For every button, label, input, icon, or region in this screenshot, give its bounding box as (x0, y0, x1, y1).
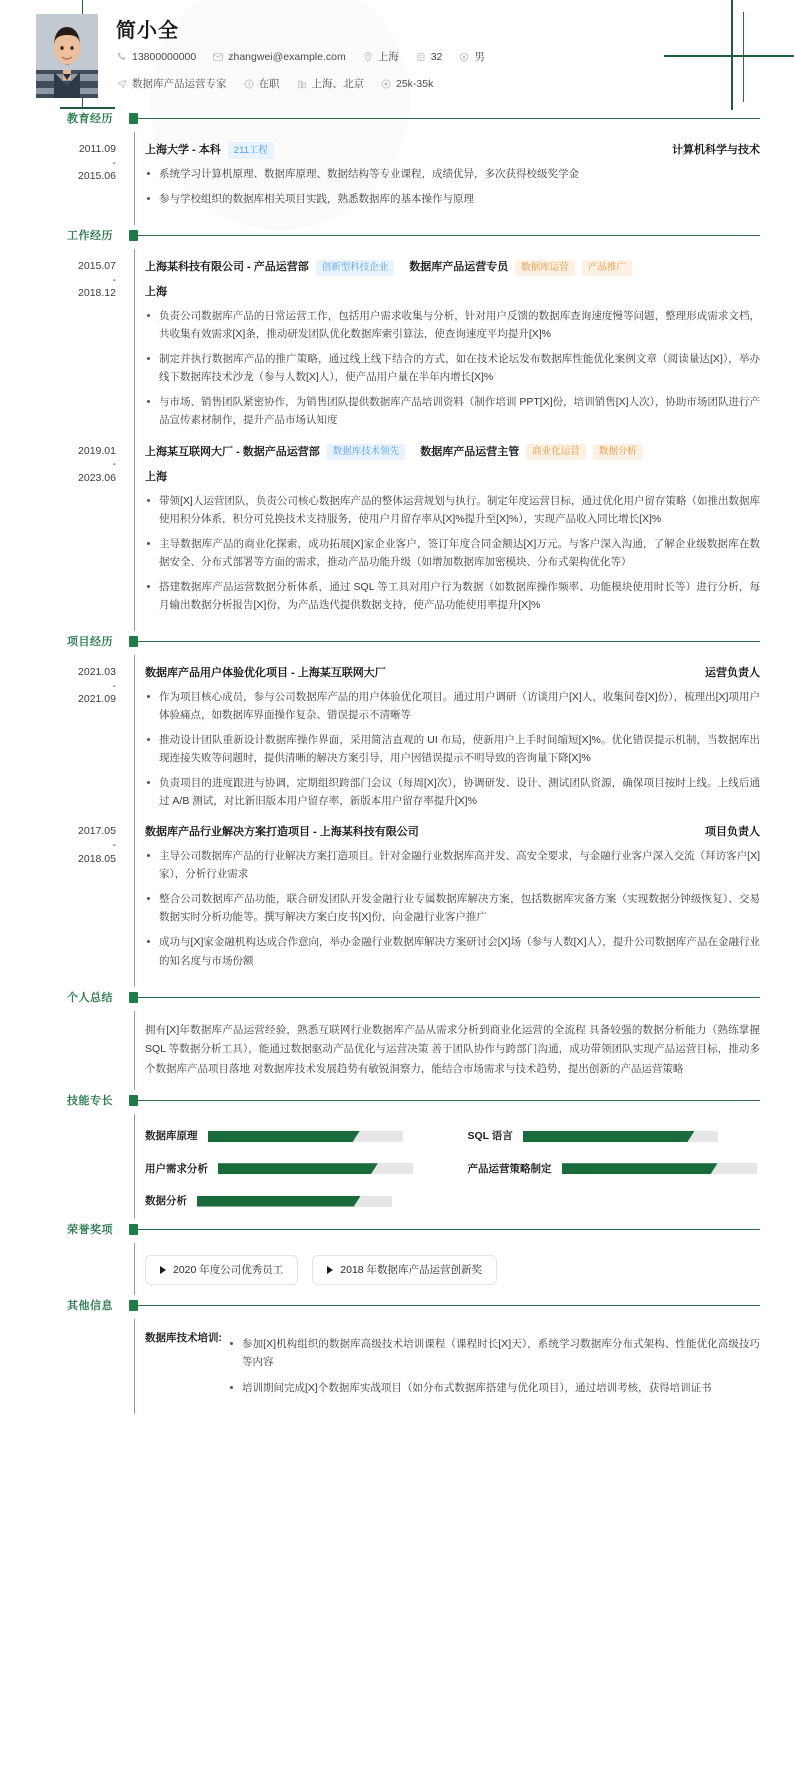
entry-header-left (145, 444, 643, 461)
gender-icon (458, 51, 470, 63)
entry-bullets (145, 307, 760, 429)
salary-expectation (380, 76, 433, 92)
section-marker-work (129, 230, 138, 241)
entry-header-left (145, 142, 274, 159)
section-header-projects (0, 631, 794, 655)
section-summary (0, 987, 794, 1091)
company-name: 上海某互联网大厂 - 数据产品运营部 (145, 445, 320, 458)
date-end: 2018.12 (78, 287, 116, 300)
preferred-cities-value: 上海、北京 (311, 78, 364, 90)
entry-dates (0, 824, 116, 867)
list-item: 培训期间完成[X]个数据库实战项目（如分布式数据库搭建与优化项目），通过培训考核，获得培训证书 (228, 1379, 760, 1397)
list-item: 主导数据库产品的商业化探索，成功拓展[X]家企业客户，签订年度合同金额达[X]万元。与客户深入沟通，了解企业级数据库在数据安全、分布式部署等方面的需求，推动产品功能升级（如增加数据库加密模块、分布式架构优化等） (145, 535, 760, 571)
contact-email (212, 49, 345, 65)
list-item: 推动设计团队重新设计数据库操作界面，采用简洁直观的 UI 布局，使新用户上手时间缩短[X]%。优化错误提示机制，当数据库出现连接失败等问题时，提供清晰的解决方案引导，用户因错误提示不明导致的咨询量下降[X]% (145, 731, 760, 767)
project-role: 运营负责人 (705, 666, 760, 679)
skill-item (145, 1128, 438, 1144)
section-label-summary: 个人总结 (67, 991, 113, 1004)
skills-grid (145, 1124, 760, 1209)
section-marker-skills (129, 1095, 138, 1106)
city-pref-icon (296, 78, 308, 90)
section-marker-summary (129, 992, 138, 1003)
section-awards (0, 1219, 794, 1295)
skill-bar-track (562, 1163, 757, 1174)
section-label-education: 教育经历 (67, 113, 113, 125)
job-role: 数据库产品运营专员 (409, 261, 509, 274)
entry-bullets (145, 688, 760, 810)
major-name: 计算机科学与技术 (672, 144, 760, 156)
list-item: 成功与[X]家金融机构达成合作意向，举办金融行业数据库解决方案研讨会[X]场（参与人数[X]人），提升公司数据库产品在金融行业的知名度与市场份额 (145, 933, 760, 969)
entry-header-left (145, 259, 632, 276)
section-marker-other (129, 1300, 138, 1311)
list-item: 负责项目的进度跟进与协调，定期组织跨部门会议（每周[X]次），协调研发、设计、测试团队资源，确保项目按时上线。上线后通过 A/B 测试，对比新旧版本用户留存率，新版本用户留存率提升[X]% (145, 774, 760, 810)
skill-label: 数据库原理 (145, 1130, 198, 1143)
section-rule-education (138, 118, 760, 119)
skill-bar-fill (208, 1131, 360, 1142)
project-name: 数据库产品行业解决方案打造项目 - 上海某科技有限公司 (145, 826, 419, 839)
role-tag: 商业化运营 (526, 444, 586, 460)
date-dash: - (112, 458, 116, 471)
skill-item (145, 1161, 438, 1177)
list-item: 作为项目核心成员，参与公司数据库产品的用户体验优化项目。通过用户调研（访谈用户[X]人，收集问卷[X]份），梳理出[X]项用户体验痛点，如数据库界面操作复杂、错误提示不清晰等 (145, 688, 760, 724)
section-education (0, 108, 794, 225)
work-city: 上海 (145, 470, 167, 483)
skill-bar-track (523, 1131, 718, 1142)
entry-bullets (145, 847, 760, 969)
timeline-spine (134, 1319, 135, 1413)
contact-phone (116, 49, 196, 65)
list-item: 主导公司数据库产品的行业解决方案打造项目。针对金融行业数据库高并发、高安全要求，与金融行业客户深入交流（拜访客户[X]家），分析行业需求 (145, 847, 760, 883)
role-tag: 数据分析 (593, 444, 643, 460)
entry-dates (0, 665, 116, 708)
entry-header (145, 444, 760, 461)
date-dash: - (112, 156, 116, 169)
skill-bar-track (208, 1131, 403, 1142)
list-item: 搭建数据库产品运营数据分析体系，通过 SQL 等工具对用户行为数据（如数据库操作频率、功能模块使用时长等）进行分析，每月输出数据分析报告[X]份，为产品迭代提供数据支持，使产品功能使用率提升[X]% (145, 578, 760, 614)
list-item: 制定并执行数据库产品的推广策略，通过线上线下结合的方式，如在技术论坛发布数据库性能优化案例文章（阅读量达[X]），举办线下数据库技术沙龙（参与人数[X]人），使产品用户量在半年内增长[X]% (145, 350, 760, 386)
date-dash: - (112, 679, 116, 692)
avatar (36, 14, 98, 98)
project-entry (78, 665, 760, 810)
section-projects (0, 631, 794, 987)
skill-label: SQL 语言 (467, 1130, 513, 1143)
other-group-label: 数据库技术培训: (145, 1332, 222, 1345)
skill-bar-fill (523, 1131, 695, 1142)
skill-label: 产品运营策略制定 (467, 1162, 552, 1175)
job-title-value: 数据库产品运营专家 (132, 78, 227, 90)
summary-text: 拥有[X]年数据库产品运营经验，熟悉互联网行业数据库产品从需求分析到商业化运营的全流程 具备较强的数据分析能力（熟练掌握 SQL 等数据分析工具），能通过数据驱动产品优化与运营决策 善于团队协作与跨部门沟通，成功带领团队实现产品运营目标，推动多个数据库产品项目落地 对数据库技术发展趋势有敏锐洞察力，能结合市场需求与技术趋势，提出创新的产品运营策略 (145, 1023, 760, 1076)
entry-dates (0, 444, 116, 487)
section-header-other (0, 1295, 794, 1319)
age-icon (415, 51, 427, 63)
date-dash: - (112, 273, 116, 286)
list-item: 整合公司数据库产品功能，联合研发团队开发金融行业专属数据库解决方案，包括数据库灾备方案（实现数据分钟级恢复）、交易数据实时分析功能等。撰写解决方案白皮书[X]份，向金融行业客户推广 (145, 890, 760, 926)
work-entry (78, 259, 760, 429)
entry-header (145, 142, 760, 159)
section-body-education (0, 132, 794, 225)
contact-gender (458, 49, 485, 65)
location-icon (362, 51, 374, 63)
contact-phone-value: 13800000000 (132, 51, 197, 63)
work-city: 上海 (145, 286, 167, 299)
other-group-items (228, 1335, 760, 1403)
work-status-value: 在职 (258, 78, 280, 90)
contact-age (415, 49, 443, 65)
section-other (0, 1295, 794, 1413)
date-start: 2015.07 (78, 260, 116, 273)
section-header-work (0, 225, 794, 249)
entry-bullets (145, 165, 760, 208)
school-tag: 211工程 (228, 142, 274, 158)
section-body-awards (0, 1243, 794, 1295)
section-rule-work (138, 235, 760, 236)
list-item: 负责公司数据库产品的日常运营工作，包括用户需求收集与分析，针对用户反馈的数据库查询速度慢等问题，整理形成需求文档，共收集有效需求[X]条，推动研发团队优化数据库索引算法，使查询速度平均提升[X]% (145, 307, 760, 343)
date-start: 2017.05 (78, 825, 116, 838)
section-skills (0, 1090, 794, 1219)
timeline-spine (134, 249, 135, 631)
job-title (116, 76, 227, 92)
award-card[interactable] (145, 1255, 298, 1285)
awards-list (145, 1253, 760, 1285)
page-title: 简小全 (116, 20, 179, 42)
section-label-skills: 技能专长 (67, 1095, 113, 1108)
entry-header (145, 665, 760, 682)
award-label: 2020 年度公司优秀员工 (173, 1264, 284, 1277)
list-item: 参加[X]机构组织的数据库高级技术培训课程（课程时长[X]天），系统学习数据库分布式架构、性能优化高级技巧等内容 (228, 1335, 760, 1371)
education-entry (78, 142, 760, 208)
preferred-cities (296, 76, 365, 92)
skill-label: 用户需求分析 (145, 1162, 208, 1175)
skill-bar-track (218, 1163, 413, 1174)
skill-item (468, 1128, 761, 1144)
award-card[interactable] (312, 1255, 497, 1285)
date-end: 2015.06 (78, 170, 116, 183)
timeline-spine (134, 1011, 135, 1091)
section-marker-awards (129, 1224, 138, 1235)
resume-body (0, 108, 794, 1414)
list-item: 与市场、销售团队紧密协作，为销售团队提供数据库产品培训资料（制作培训 PPT[X]份，培训销售[X]人次），协助市场团队进行产品宣传素材制作，提升产品市场认知度 (145, 393, 760, 429)
entry-header (145, 824, 760, 841)
status-icon (243, 78, 255, 90)
date-dash: - (112, 838, 116, 851)
timeline-spine (134, 1243, 135, 1295)
list-item: 参与学校组织的数据库相关项目实践，熟悉数据库的基本操作与原理 (145, 190, 760, 208)
project-entry (78, 824, 760, 969)
contact-gender-value: 男 (474, 51, 485, 63)
email-icon (212, 51, 224, 63)
resume-header (0, 0, 794, 108)
triangle-icon (327, 1266, 333, 1274)
project-name: 数据库产品用户体验优化项目 - 上海某互联网大厂 (145, 666, 386, 679)
section-label-awards: 荣誉奖项 (67, 1224, 113, 1237)
contact-location (362, 49, 399, 65)
job-role: 数据库产品运营主管 (420, 445, 520, 458)
section-body-other (0, 1319, 794, 1413)
section-header-summary (0, 987, 794, 1011)
entry-header (145, 259, 760, 276)
section-rule-skills (138, 1100, 760, 1101)
section-body-skills (0, 1114, 794, 1219)
skill-item (145, 1193, 438, 1209)
company-tag: 数据库技术领先 (327, 444, 406, 460)
company-name: 上海某科技有限公司 - 产品运营部 (145, 261, 309, 274)
section-rule-summary (138, 997, 760, 998)
skill-bar-fill (562, 1163, 718, 1174)
section-label-work: 工作经历 (67, 230, 113, 243)
timeline-spine (134, 655, 135, 987)
entry-header-left (145, 665, 386, 682)
work-entry (78, 444, 760, 614)
list-item: 系统学习计算机原理、数据库原理、数据结构等专业课程，成绩优异，多次获得校级奖学金 (145, 165, 760, 183)
contact-email-value: zhangwei@example.com (228, 51, 346, 63)
section-header-skills (0, 1090, 794, 1114)
date-end: 2018.05 (78, 852, 116, 865)
other-group (145, 1329, 760, 1403)
section-header-education (0, 108, 794, 132)
section-rule-awards (138, 1229, 760, 1230)
salary-expectation-value: 25k-35k (396, 78, 434, 90)
entry-header-left (145, 824, 419, 841)
contact-location-value: 上海 (377, 51, 399, 63)
date-end: 2021.09 (78, 693, 116, 706)
school-name: 上海大学 - 本科 (145, 144, 221, 156)
triangle-icon (160, 1266, 166, 1274)
date-start: 2021.03 (78, 665, 116, 678)
contact-row-primary (116, 49, 501, 65)
date-end: 2023.06 (78, 471, 116, 484)
phone-icon (116, 51, 128, 63)
section-body-summary (0, 1011, 794, 1091)
section-header-awards (0, 1219, 794, 1243)
contact-row-secondary (116, 76, 449, 92)
skill-bar-fill (218, 1163, 378, 1174)
date-start: 2019.01 (78, 444, 116, 457)
list-item: 带领[X]人运营团队，负责公司核心数据库产品的整体运营规划与执行。制定年度运营目标，通过优化用户留存策略（如推出数据库使用积分体系，积分可兑换技术支持服务，使用户月留存率从[X]%提升至[X]%），实现产品收入同比增长[X]% (145, 492, 760, 528)
skill-bar-fill (197, 1196, 361, 1207)
skill-bar-track (197, 1196, 392, 1207)
work-status (243, 76, 280, 92)
skill-item (468, 1161, 761, 1177)
section-rule-other (138, 1305, 760, 1306)
section-marker-education (129, 113, 138, 124)
section-label-projects: 项目经历 (67, 635, 113, 648)
entry-dates (0, 259, 116, 302)
section-body-work (0, 249, 794, 631)
role-tag: 产品推广 (582, 260, 632, 276)
contact-age-value: 32 (430, 51, 443, 63)
job-title-icon (116, 78, 128, 90)
role-tag: 数据库运营 (515, 260, 575, 276)
date-start: 2011.09 (78, 143, 116, 155)
award-label: 2018 年数据库产品运营创新奖 (340, 1264, 483, 1277)
section-body-projects (0, 655, 794, 987)
salary-icon (380, 78, 392, 90)
section-work (0, 225, 794, 631)
section-rule-projects (138, 641, 760, 642)
skill-label: 数据分析 (145, 1194, 187, 1207)
timeline-spine (134, 1114, 135, 1219)
entry-bullets (145, 492, 760, 614)
section-marker-projects (129, 636, 138, 647)
entry-dates (0, 142, 116, 185)
section-label-other: 其他信息 (67, 1300, 113, 1313)
project-role: 项目负责人 (705, 826, 760, 839)
company-tag: 创新型科技企业 (316, 260, 395, 276)
timeline-spine (134, 132, 135, 225)
